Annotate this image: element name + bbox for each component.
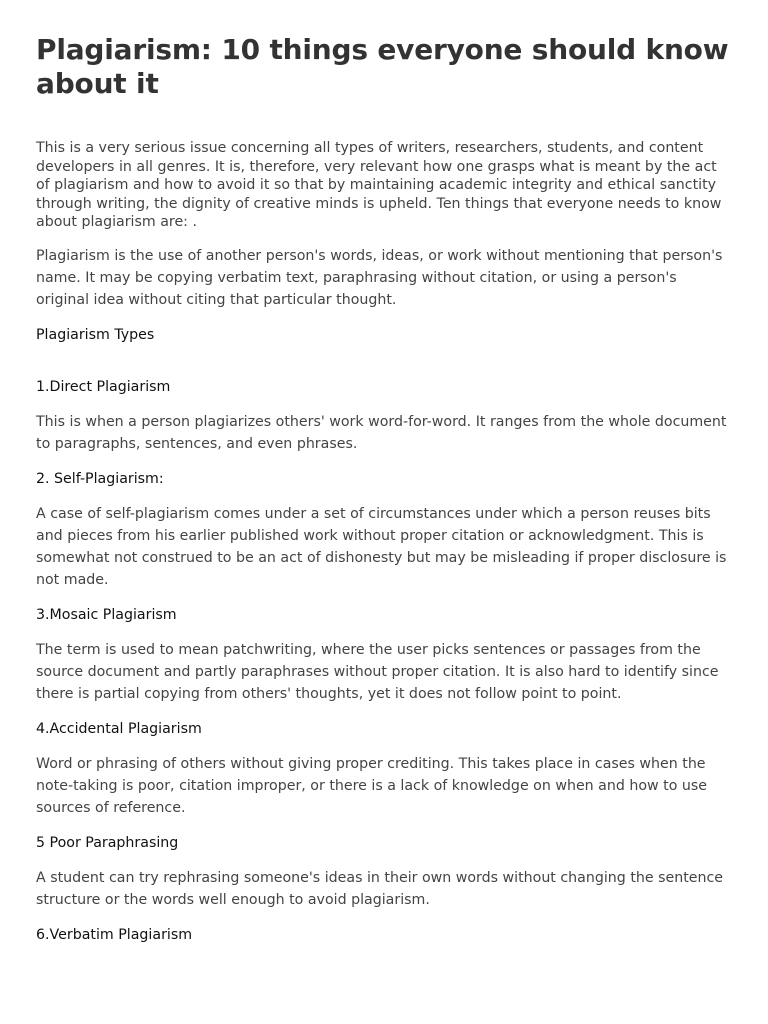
section-heading-verbatim: 6.Verbatim Plagiarism xyxy=(36,926,193,943)
intro-paragraph: This is a very serious issue concerning all types of writers, researchers, students, and content developers in all genres. It is, therefore, very relevant how one grasps what is meant by the act of plagiarism and how to avoid it so that by maintaining academic integrity and ethical sanctity through writing, the dignity of creative minds is upheld. Ten things that everyone needs to know about plagiarism are: . xyxy=(36,140,722,230)
definition-paragraph: Plagiarism is the use of another person's words, ideas, or work without mentioning that person's name. It may be copying verbatim text, paraphrasing without citation, or using a person's original idea without citing that particular thought. xyxy=(36,247,723,308)
types-heading: Plagiarism Types xyxy=(36,326,155,343)
section-body-accidental: Word or phrasing of others without giving proper crediting. This takes place in cases when the note-taking is poor, citation improper, or there is a lack of knowledge on when and how to use sources of reference. xyxy=(36,755,708,816)
section-body-paraphrasing: A student can try rephrasing someone's ideas in their own words without changing the sentence structure or the words well enough to avoid plagiarism. xyxy=(36,869,724,908)
section-body-direct: This is when a person plagiarizes others' work word-for-word. It ranges from the whole document to paragraphs, sentences, and even phrases. xyxy=(36,413,727,452)
section-heading-direct: 1.Direct Plagiarism xyxy=(36,378,171,395)
section-heading-accidental: 4.Accidental Plagiarism xyxy=(36,720,202,737)
section-heading-mosaic: 3.Mosaic Plagiarism xyxy=(36,606,177,623)
section-heading-paraphrasing: 5 Poor Paraphrasing xyxy=(36,834,179,851)
article-title: Plagiarism: 10 things everyone should know about it xyxy=(36,33,729,100)
section-body-mosaic: The term is used to mean patchwriting, where the user picks sentences or passages from the source document and partly paraphrases without proper citation. It is also hard to identify since there is partial copying from others' thoughts, yet it does not follow point to point. xyxy=(36,641,719,702)
section-heading-self: 2. Self-Plagiarism: xyxy=(36,470,164,487)
section-body-self: A case of self-plagiarism comes under a set of circumstances under which a person reuses bits and pieces from his earlier published work without proper citation or acknowledgment. This is somewhat not construed to be an act of dishonesty but may be misleading if proper disclosure is not made. xyxy=(36,505,727,588)
